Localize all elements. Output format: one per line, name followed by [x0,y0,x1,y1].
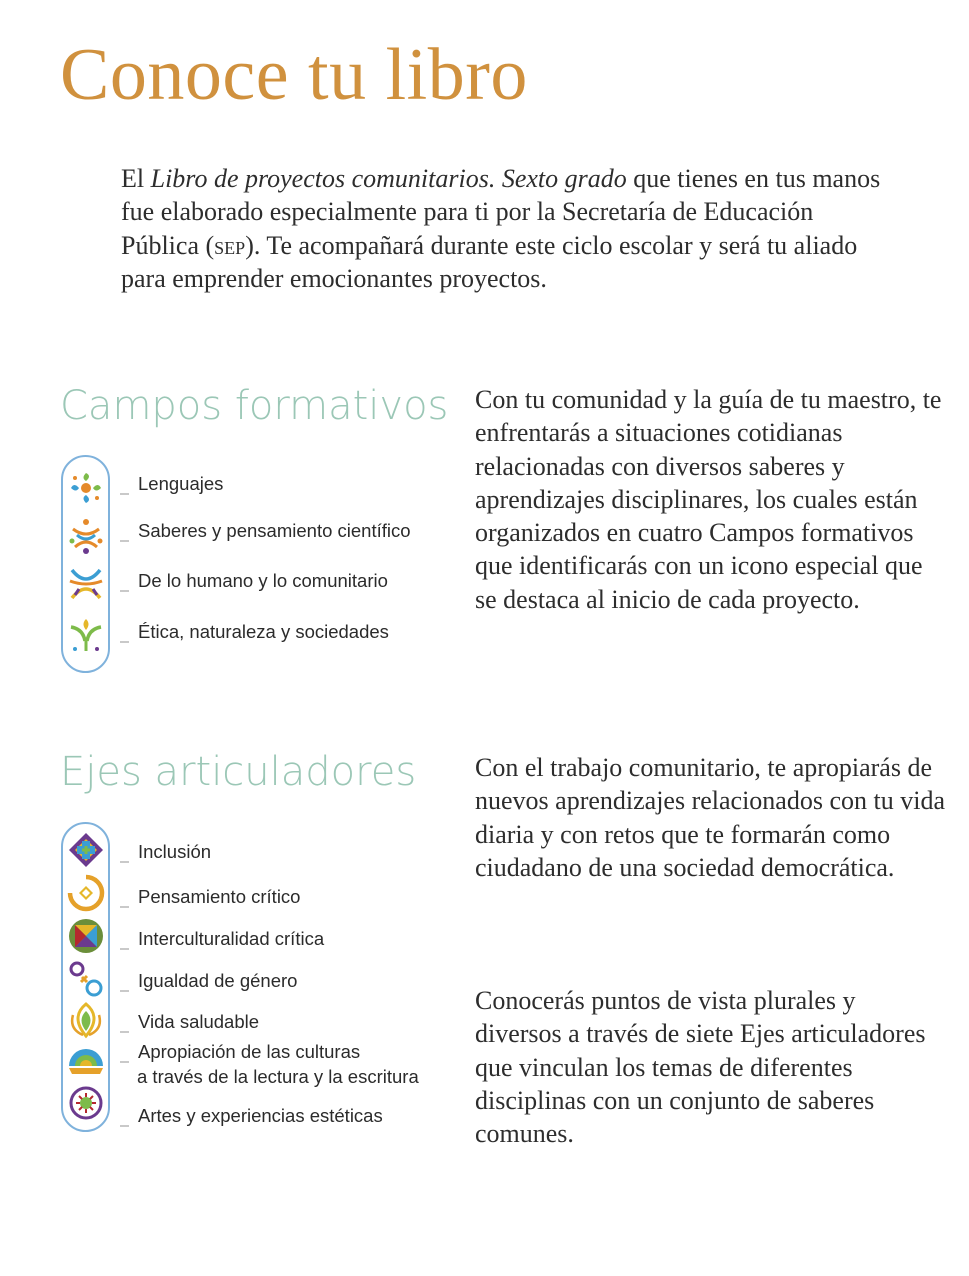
item-dash [120,493,129,495]
intro-post: ). Te acompañará durante este ciclo escolar y será tu aliado para emprender emocionantes proyectos. [121,230,858,293]
inclusion-icon [67,831,105,869]
ejes-paragraph-2: Conocerás puntos de vista plurales y diversos a través de siete Ejes articuladores que vinculan los temas de diferentes disciplinas con un conjunto de saberes comunes. [475,986,926,1149]
campos-paragraph: Con tu comunidad y la guía de tu maestro, te enfrentarás a situaciones cotidianas relacionadas con diversos saberes y aprendizajes disciplinares, los cuales están organizados en cuatro Campos formativos que identificarás con un icono especial que se destaca al inicio de cada proyecto. [475,385,942,614]
eje-label: Vida saludable [138,1011,260,1032]
vida-saludable-icon [67,1001,105,1039]
item-dash [120,990,129,992]
eje-label: Pensamiento crítico [138,886,301,907]
page-title: Conoce tu libro [60,34,528,116]
campo-label: Ética, naturaleza y sociedades [138,621,389,642]
eje-label: Apropiación de las culturas [138,1041,361,1062]
eje-item-igualdad [120,968,297,993]
eje-label: Inclusión [138,841,212,862]
campo-item-humano [120,568,388,593]
campo-item-lenguajes [120,471,223,496]
intro-acronym: sep [214,230,246,260]
campo-label: Lenguajes [138,473,224,494]
item-dash [120,861,129,863]
item-dash [120,1061,129,1063]
lenguajes-icon [67,469,105,507]
ejes-paragraph-1: Con el trabajo comunitario, te apropiarás de nuevos aprendizajes relacionados con tu vida diaria y con retos que te formarán como ciudadano de una sociedad democrática. [475,753,945,882]
artes-icon [67,1084,105,1122]
intro-pre: El [121,164,151,193]
eje-item-inclusion [120,839,211,864]
igualdad-genero-icon [67,960,105,998]
eje-item-pensamiento [120,884,300,909]
item-dash [120,1031,129,1033]
intro-mid: que tienes en tus manos fue elaborado especialmente para ti por la Secretaría de Educación Pública ( [121,164,881,260]
item-dash [120,948,129,950]
campos-heading: Campos formativos [60,383,449,429]
eje-item-lectura-escritura [120,1039,419,1089]
humano-comunitario-icon [67,565,105,603]
campo-label: Saberes y pensamiento científico [138,520,411,541]
item-dash [120,906,129,908]
campo-label: De lo humano y lo comunitario [138,570,388,591]
ejes-heading: Ejes articuladores [60,749,417,795]
eje-item-interculturalidad [120,926,324,951]
saberes-icon [67,517,105,555]
eje-item-vida-saludable [120,1009,259,1034]
lectura-escritura-icon [67,1044,105,1082]
eje-label: Interculturalidad crítica [138,928,325,949]
eje-item-artes [120,1103,383,1128]
eje-label: Artes y experiencias estéticas [138,1105,383,1126]
item-dash [120,641,129,643]
pensamiento-critico-icon [67,874,105,912]
item-dash [120,540,129,542]
item-dash [120,590,129,592]
eje-label: Igualdad de género [138,970,298,991]
interculturalidad-icon [67,917,105,955]
item-dash [120,1125,129,1127]
campo-item-etica [120,619,389,644]
intro-paragraph [121,162,881,295]
campo-item-saberes [120,518,411,543]
etica-naturaleza-icon [67,615,105,653]
eje-label-line2: a través de la lectura y la escritura [137,1066,419,1087]
intro-book-title: Libro de proyectos comunitarios. Sexto grado [150,164,627,193]
